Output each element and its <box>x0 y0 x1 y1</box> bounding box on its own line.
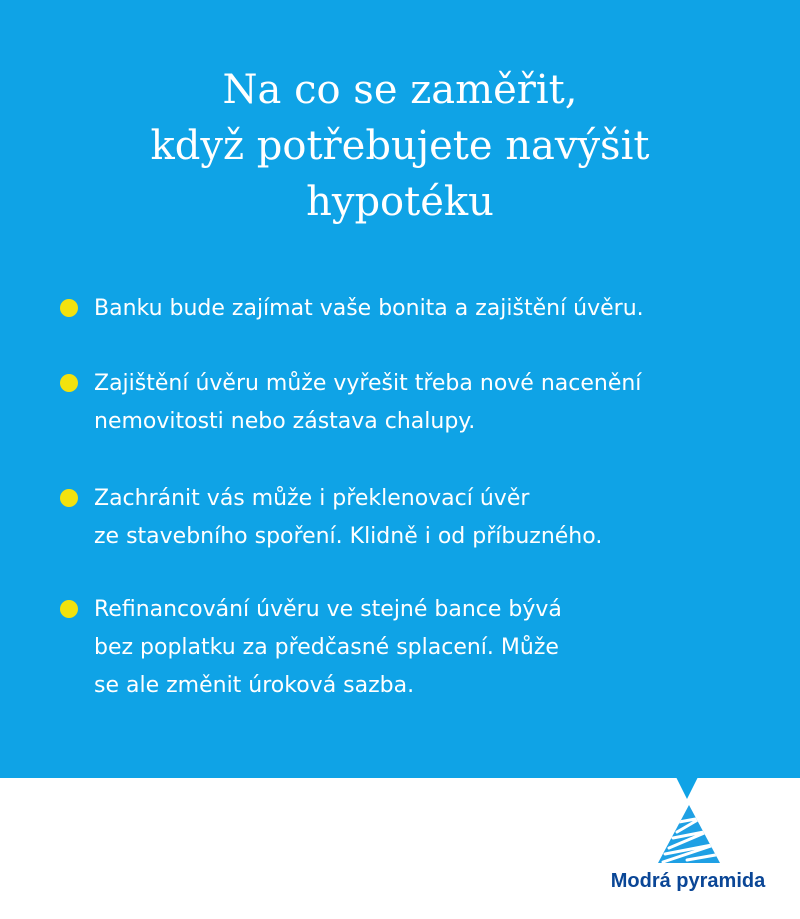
bullet-dot-icon <box>60 374 78 392</box>
bullet-line: ze stavebního spoření. Klidně i od příbuzného. <box>94 524 603 549</box>
bullet-text <box>94 591 774 705</box>
title-line: hypotéku <box>306 179 494 225</box>
bullet-text <box>94 290 774 328</box>
bullet-dot-icon <box>60 489 78 507</box>
bullet-text <box>94 480 774 556</box>
brand-logo <box>598 804 778 904</box>
bullet-line: bez poplatku za předčasné splacení. Může <box>94 635 559 660</box>
bullet-line: nemovitosti nebo zástava chalupy. <box>94 409 476 434</box>
bullet-dot-icon <box>60 299 78 317</box>
bullet-dot-icon <box>60 600 78 618</box>
speech-pointer <box>676 777 698 799</box>
bullet-line: Banku bude zajímat vaše bonita a zajištění úvěru. <box>94 296 644 321</box>
bullet-text <box>94 365 774 441</box>
pyramid-logo-icon <box>657 804 721 864</box>
bullet-line: Zachránit vás může i překlenovací úvěr <box>94 486 530 511</box>
title-line: Na co se zaměřit, <box>222 67 578 113</box>
brand-name: Modrá pyramida <box>610 870 766 892</box>
page-title <box>60 62 740 230</box>
bullet-line: Refinancování úvěru ve stejné bance bývá <box>94 597 562 622</box>
title-line: když potřebujete navýšit <box>150 123 650 169</box>
bullet-line: se ale změnit úroková sazba. <box>94 673 415 698</box>
bullet-line: Zajištění úvěru může vyřešit třeba nové nacenění <box>94 371 642 396</box>
